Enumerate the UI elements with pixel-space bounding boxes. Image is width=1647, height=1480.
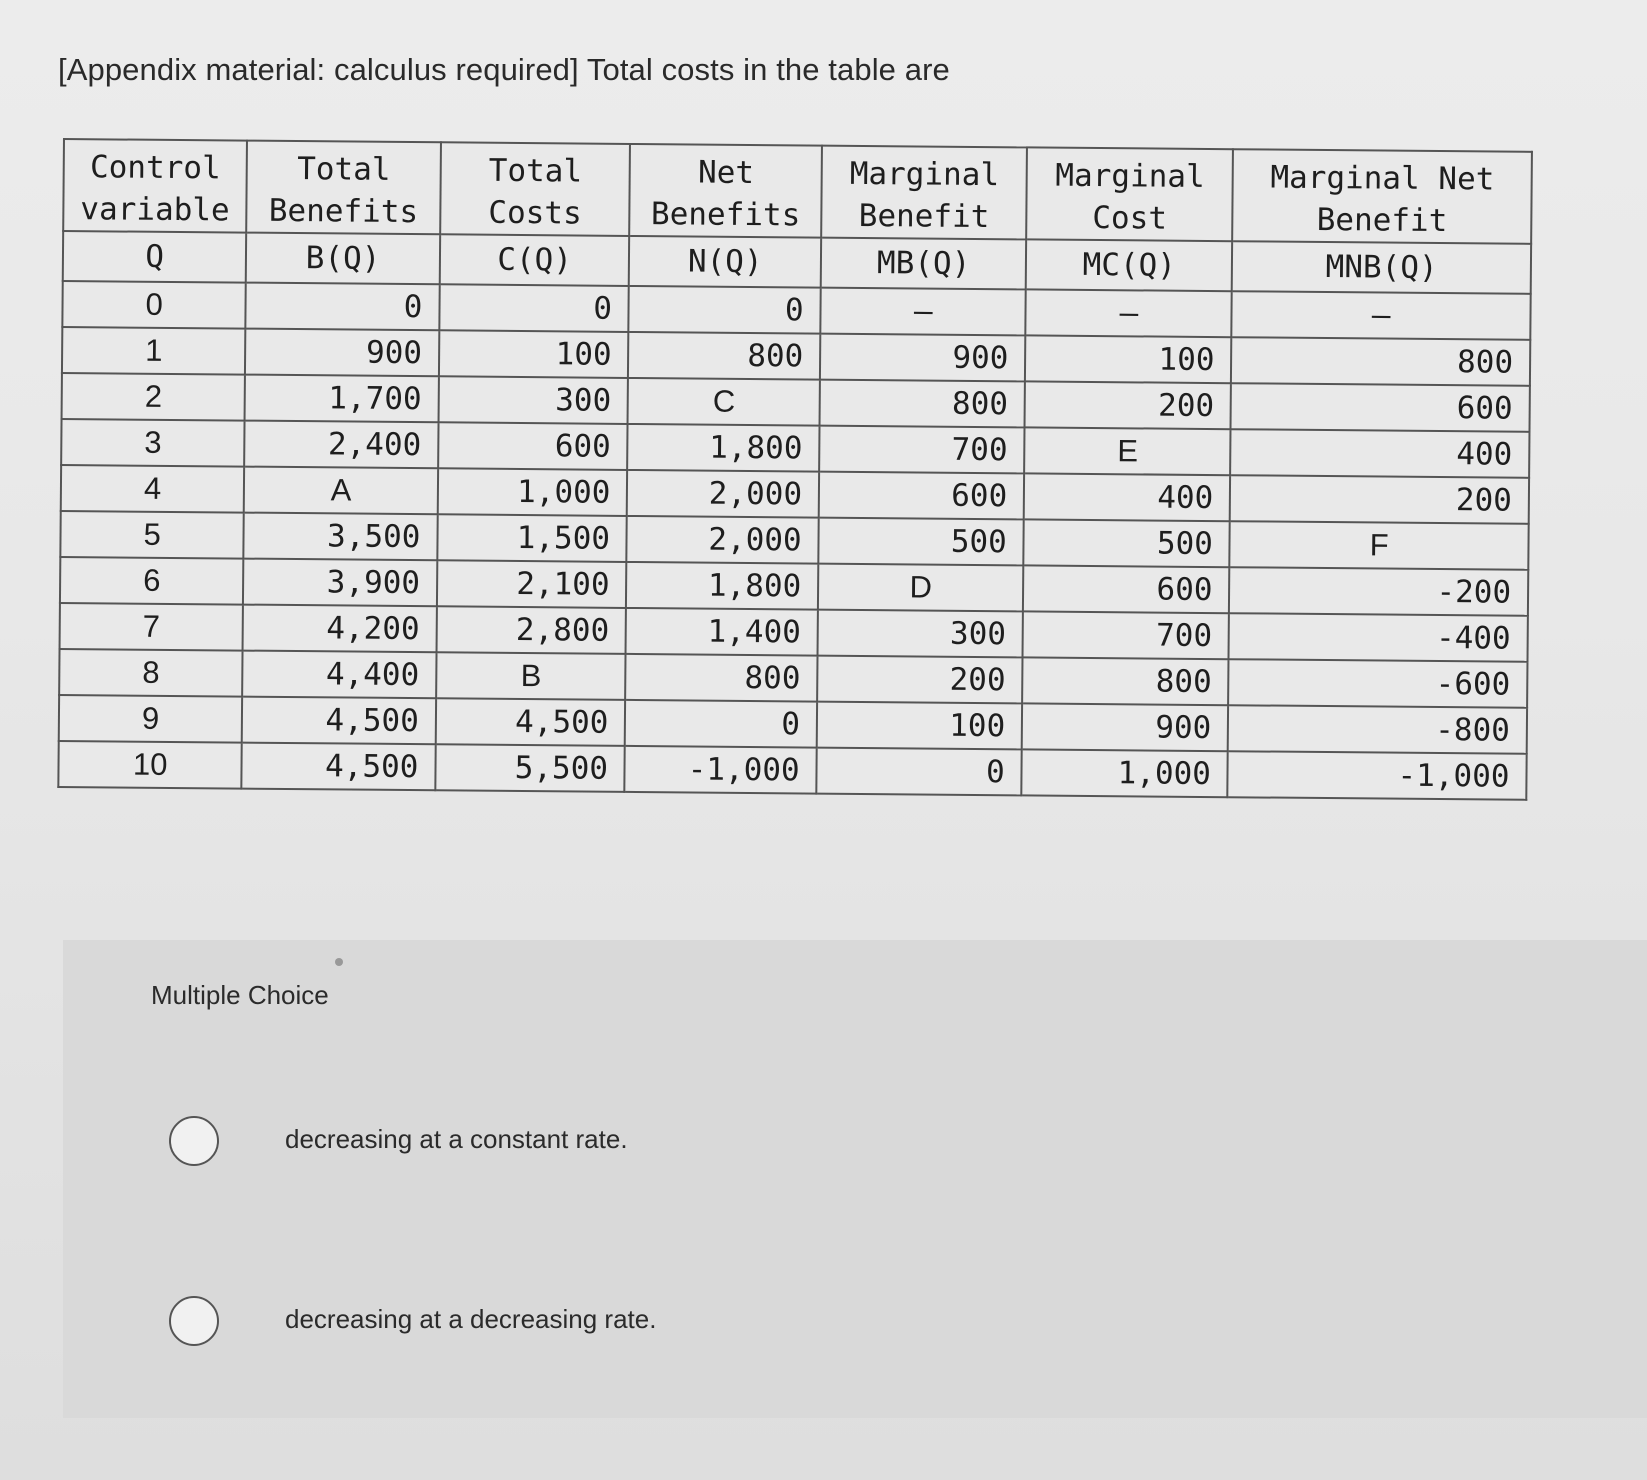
table-cell: 600 bbox=[1023, 565, 1230, 613]
table-cell: 300 bbox=[818, 610, 1024, 658]
table-cell: 400 bbox=[1024, 473, 1231, 521]
table-cell: 2,800 bbox=[436, 606, 626, 654]
table-cell: 500 bbox=[1024, 519, 1231, 567]
option-2[interactable] bbox=[63, 1296, 1647, 1352]
table-cell: 600 bbox=[1231, 383, 1530, 432]
header-symbol-mbq: MB(Q) bbox=[821, 238, 1027, 290]
table-cell: 800 bbox=[820, 380, 1026, 428]
header-q: Control variable bbox=[63, 139, 247, 233]
table-cell: 900 bbox=[820, 334, 1026, 382]
header-marginal-benefit: Marginal Benefit bbox=[821, 146, 1027, 240]
table-cell: 100 bbox=[1025, 335, 1232, 383]
table-cell: 9 bbox=[59, 695, 243, 743]
table-cell: 500 bbox=[818, 518, 1024, 566]
table-cell: 900 bbox=[1022, 703, 1229, 751]
table-cell: 3,500 bbox=[244, 513, 438, 561]
table-cell: 0 bbox=[816, 748, 1022, 796]
table-cell: 400 bbox=[1231, 429, 1530, 478]
header-symbol-q: Q bbox=[63, 231, 247, 283]
table-cell: 1 bbox=[62, 327, 246, 375]
table-cell: -400 bbox=[1229, 613, 1528, 662]
table-cell: 6 bbox=[60, 557, 244, 605]
option-1-text: decreasing at a constant rate. bbox=[285, 1124, 628, 1154]
header-net-benefits: Net Benefits bbox=[630, 144, 822, 238]
table-cell: 200 bbox=[1230, 475, 1529, 524]
table-cell: 1,800 bbox=[628, 424, 820, 472]
table-cell: 8 bbox=[59, 649, 243, 697]
table-body bbox=[58, 281, 1530, 800]
header-marginal-net-benefit: Marginal Net Benefit bbox=[1233, 149, 1532, 244]
header-marginal-cost: Marginal Cost bbox=[1026, 147, 1233, 241]
table-cell: – bbox=[1026, 289, 1233, 337]
table-cell: 1,000 bbox=[438, 468, 628, 516]
table-cell: 1,700 bbox=[245, 375, 439, 423]
table-cell: -1,000 bbox=[625, 746, 817, 794]
table-cell: 2 bbox=[62, 373, 246, 421]
question-text: [Appendix material: calculus required] Total costs in the table are bbox=[58, 52, 950, 87]
table-cell: -1,000 bbox=[1228, 751, 1527, 800]
table-cell: 1,800 bbox=[626, 562, 818, 610]
table-cell: 4 bbox=[61, 465, 245, 513]
table-cell: 3 bbox=[61, 419, 245, 467]
table-cell: 600 bbox=[438, 422, 628, 470]
table-cell: 100 bbox=[439, 330, 629, 378]
table-cell: 700 bbox=[819, 426, 1025, 474]
table-cell: E bbox=[1024, 427, 1231, 475]
option-2-text: decreasing at a decreasing rate. bbox=[285, 1304, 657, 1334]
table-cell: 800 bbox=[628, 332, 820, 380]
table-cell: 100 bbox=[817, 702, 1023, 750]
multiple-choice-panel bbox=[63, 940, 1647, 1418]
table-cell: 300 bbox=[438, 376, 628, 424]
table-cell: 900 bbox=[245, 329, 439, 377]
table-cell: B bbox=[436, 652, 626, 700]
multiple-choice-label: Multiple Choice bbox=[151, 980, 329, 1010]
table-cell: A bbox=[244, 467, 438, 515]
table-cell: 800 bbox=[1022, 657, 1229, 705]
table-cell: 700 bbox=[1023, 611, 1230, 659]
table-cell: 0 bbox=[246, 283, 440, 331]
table-cell: 800 bbox=[626, 654, 818, 702]
table-cell: – bbox=[820, 288, 1026, 336]
table-cell: 800 bbox=[1231, 337, 1530, 386]
table-cell: 0 bbox=[629, 286, 821, 334]
table-cell: D bbox=[818, 564, 1024, 612]
header-symbol-cq: C(Q) bbox=[440, 234, 630, 286]
table-cell: -200 bbox=[1229, 567, 1528, 616]
table-cell: 4,500 bbox=[436, 698, 626, 746]
table-cell: -800 bbox=[1228, 705, 1527, 754]
table-cell: 7 bbox=[60, 603, 244, 651]
header-symbol-mnbq: MNB(Q) bbox=[1232, 241, 1531, 294]
table-cell: 1,500 bbox=[437, 514, 627, 562]
data-table-container bbox=[57, 138, 1533, 801]
table-cell: 10 bbox=[58, 741, 242, 789]
table-cell: 2,000 bbox=[627, 516, 819, 564]
table-cell: 1,400 bbox=[626, 608, 818, 656]
header-symbol-bq: B(Q) bbox=[246, 233, 440, 285]
table-cell: 0 bbox=[625, 700, 817, 748]
option-1[interactable] bbox=[63, 1116, 1647, 1172]
table-cell: 5,500 bbox=[435, 744, 625, 792]
table-cell: 4,500 bbox=[242, 743, 436, 791]
table-cell: C bbox=[628, 378, 820, 426]
table-cell: 5 bbox=[60, 511, 244, 559]
radio-button-option-1[interactable] bbox=[169, 1116, 219, 1166]
header-total-costs: Total Costs bbox=[440, 142, 630, 236]
table-header-row bbox=[63, 139, 1532, 244]
header-total-benefits: Total Benefits bbox=[246, 141, 440, 235]
table-cell: 0 bbox=[62, 281, 246, 329]
header-symbol-nq: N(Q) bbox=[629, 236, 821, 288]
data-table bbox=[57, 138, 1533, 801]
table-cell: 2,100 bbox=[437, 560, 627, 608]
table-cell: 4,200 bbox=[243, 605, 437, 653]
table-cell: 4,500 bbox=[242, 697, 436, 745]
table-cell: 1,000 bbox=[1022, 749, 1229, 797]
table-cell: 0 bbox=[439, 284, 629, 332]
options-list bbox=[63, 1116, 1647, 1476]
table-cell: 3,900 bbox=[243, 559, 437, 607]
radio-button-option-2[interactable] bbox=[169, 1296, 219, 1346]
table-cell: 2,400 bbox=[244, 421, 438, 469]
table-cell: 200 bbox=[1025, 381, 1232, 429]
marker-dot bbox=[335, 958, 343, 966]
table-cell: 2,000 bbox=[627, 470, 819, 518]
table-cell: 200 bbox=[817, 656, 1023, 704]
table-cell: – bbox=[1232, 291, 1531, 340]
table-cell: F bbox=[1230, 521, 1529, 570]
header-symbol-mcq: MC(Q) bbox=[1026, 239, 1233, 291]
table-cell: 4,400 bbox=[242, 651, 436, 699]
table-cell: -600 bbox=[1229, 659, 1528, 708]
table-cell: 600 bbox=[819, 472, 1025, 520]
